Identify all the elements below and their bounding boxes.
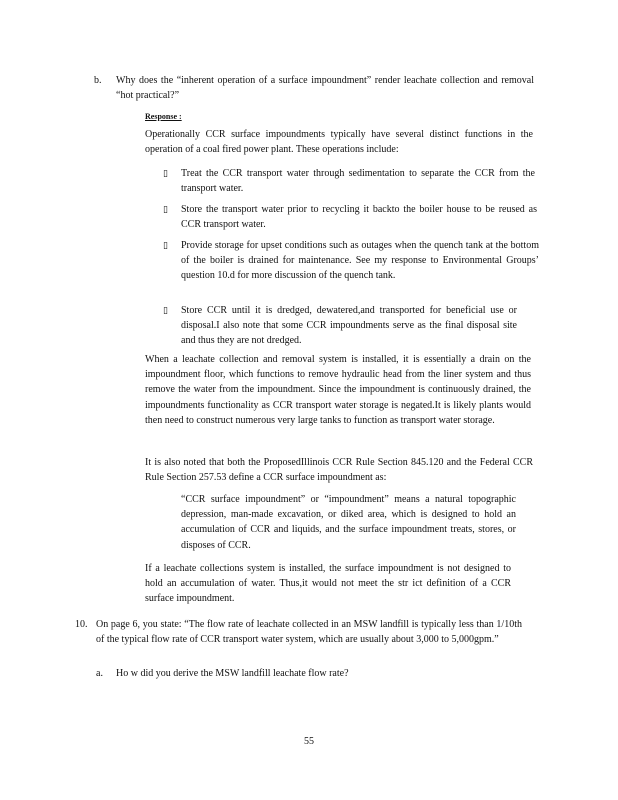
question-10-number: 10. [75, 619, 88, 630]
question-b-marker: b. [94, 75, 102, 86]
paragraph-leachate-drain: When a leachate collection and removal system is installed, it is essentially a drain on the impoundment floor, which functions to remove hydraulic head from the liner system and thus remove the water from the impoundment. Since the impoundment is continuously drained, the impoundments functionality as CCR transport water storage is negated.It is likely plants would then need to construct numerous very large tanks to function as transport water storage. [145, 354, 531, 426]
bullet-icon: ▯ [163, 168, 168, 178]
page-number: 55 [304, 736, 314, 747]
bullet-icon: ▯ [163, 240, 168, 250]
bullet-icon: ▯ [163, 305, 168, 315]
response-intro: Operationally CCR surface impoundments typically have several distinct functions in the operation of a coal fired power plant. These operations include: [145, 129, 533, 156]
bullet-item-3: Provide storage for upset conditions such as outages when the quench tank at the bottom of the boiler is drained for maintenance. See my response to Environmental Groups’ question 10.d for more discussion of the quench tank. [181, 240, 539, 282]
definition-quote: “CCR surface impoundment” or “impoundment” means a natural topographic depression, man-made excavation, or diked area, which is designed to hold an accumulation of CCR and liquids, and the surface impoundment treats, stores, or disposes of CCR. [181, 494, 516, 551]
question-10-text: On page 6, you state: “The flow rate of leachate collected in an MSW landfill is typically less than 1/10th of the typical flow rate of CCR transport water system, which are usually about 3,000 to 5,000gpm.” [96, 619, 522, 646]
question-a-marker: a. [96, 668, 103, 679]
question-b-text: Why does the “inherent operation of a surface impoundment” render leachate collection and removal “hot practical?” [116, 75, 534, 102]
bullet-item-1: Treat the CCR transport water through sedimentation to separate the CCR from the transport water. [181, 168, 535, 195]
paragraph-conclusion: If a leachate collections system is installed, the surface impoundment is not designed to hold an accumulation of water. Thus,it would not meet the str ict definition of a CCR surface impoundment. [145, 563, 511, 605]
bullet-item-2: Store the transport water prior to recycling it backto the boiler house to be reused as CCR transport water. [181, 204, 537, 231]
bullet-item-4: Store CCR until it is dredged, dewatered,and transported for beneficial use or disposal.I also note that some CCR impoundments serve as the final disposal site and thus they are not dredged. [181, 305, 517, 347]
question-a-text: Ho w did you derive the MSW landfill leachate flow rate? [116, 668, 349, 679]
response-label: Response : [145, 112, 182, 121]
bullet-icon: ▯ [163, 204, 168, 214]
paragraph-rule-definition: It is also noted that both the ProposedIllinois CCR Rule Section 845.120 and the Federal CCR Rule Section 257.53 define a CCR surface impoundment as: [145, 457, 533, 484]
